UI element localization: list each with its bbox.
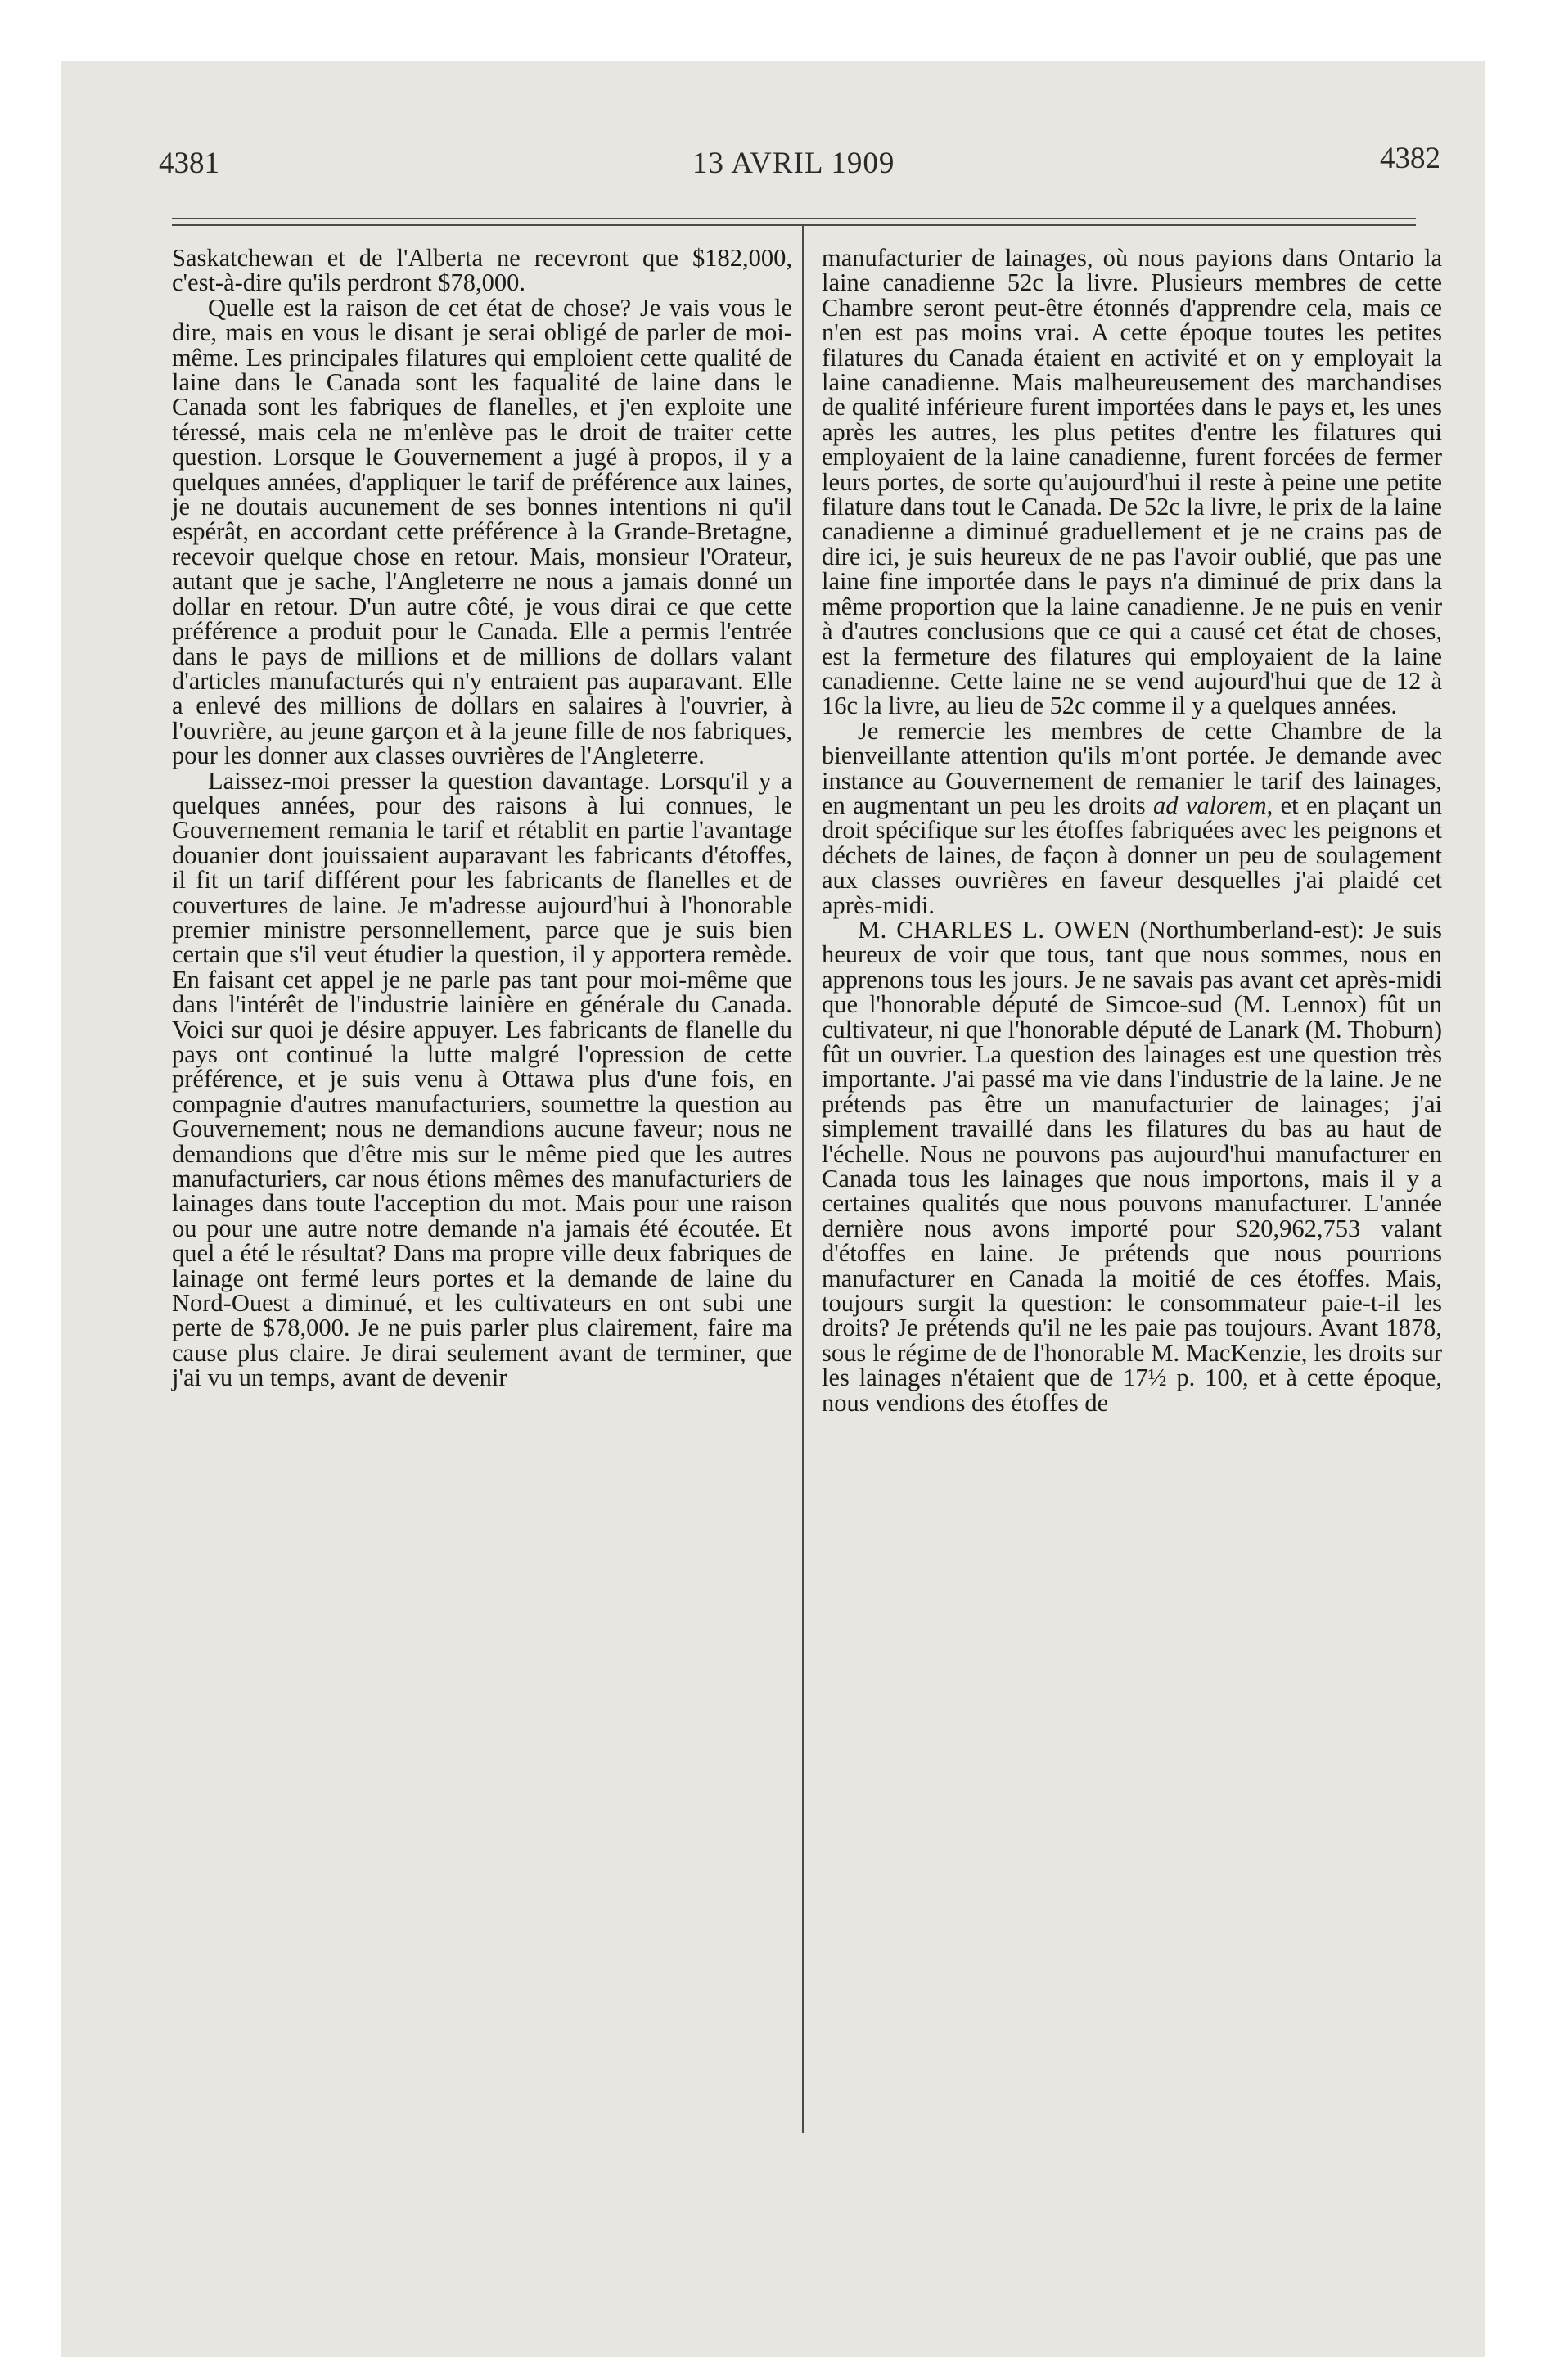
column-divider	[802, 226, 804, 2133]
speech-text: (Northumberland-est): Je suis heureux de voir que tous, tant que nous sommes, nous en apprenons tous les jours. Je ne savais pas avant cet après-midi que l'honorable député de Simcoe-sud (M. Lennox) fût un cultivateur, ni que l'honorable député de Lanark (M. Thoburn) fût un ouvrier. La question des lainages est une question très importante. J'ai passé ma vie dans l'industrie de la laine. Je ne prétends pas être un manufacturier de lainages; j'ai simplement travaillé dans les filatures du bas au haut de l'échelle. Nous ne pouvons pas aujourd'hui manufacturer en Canada tous les lainages que nous importons, mais il y a certaines qualités que nous pouvons manufacturer. L'année dernière nous avons importé pour $20,962,753 valant d'étoffes en laine. Je prétends que nous pourrions manufacturer en Canada la moitié de ces étoffes. Mais, toujours surgit la question: le consommateur paie-t-il les droits? Je prétends qu'il ne les paie pas toujours. Avant 1878, sous le régime de de l'honorable M. MacKenzie, les droits sur les lainages n'étaient que de 17½ p. 100, et à cette époque, nous vendions des étoffes de	[822, 915, 1442, 1417]
right-paragraph-3	[822, 917, 1442, 1415]
header-rule-bottom	[172, 224, 1416, 226]
page-number-left: 4381	[159, 146, 219, 180]
right-column	[822, 246, 1442, 1415]
left-paragraph-2: Quelle est la raison de cet état de chose? Je vais vous le dire, mais en vous le disant je serai obligé de parler de moi-même. Les principales filatures qui emploient cette qualité de laine dans le Canada sont les faqualité de laine dans le Canada sont les fabriques de flanelles, et j'en exploite une téressé, mais cela ne m'enlève pas le droit de traiter cette question. Lorsque le Gouvernement a jugé à propos, il y a quelques années, d'appliquer le tarif de préférence aux laines, je ne doutais aucunement de ses bonnes intentions ni qu'il espérât, en accordant cette préférence à la Grande-Bretagne, recevoir quelque chose en retour. Mais, monsieur l'Orateur, autant que je sache, l'Angleterre ne nous a jamais donné un dollar en retour. D'un autre côté, je vous dirai ce que cette préférence a produit pour le Canada. Elle a permis l'entrée dans le pays de millions et de millions de dollars valant d'articles manufacturés qui n'y entraient pas auparavant. Elle a enlevé des millions de dollars en salaires à l'ouvrier, à l'ouvrière, au jeune garçon et à la jeune fille de nos fabriques, pour les donner aux classes ouvrières de l'Angleterre.	[172, 293, 792, 770]
speaker-name: M. CHARLES L. OWEN	[858, 915, 1131, 944]
page-header	[159, 142, 1440, 195]
right-paragraph-2-text-a: Je remercie les membres de cette Chambre de la bienveillante attention qu'ils m'ont portée. Je demande avec instance au Gouvernement de remanier le tarif des lainages, en augmentant un peu les droits	[822, 716, 1442, 819]
left-paragraph-1: Saskatchewan et de l'Alberta ne recevront que $182,000, c'est-à-dire qu'ils perdront $78,000.	[172, 244, 792, 297]
latin-phrase: ad valorem	[1153, 791, 1267, 819]
right-paragraph-2	[822, 716, 1442, 919]
left-paragraph-3: Laissez-moi presser la question davantage. Lorsqu'il y a quelques années, pour des raisons à lui connues, le Gouvernement remania le tarif et rétablit en partie l'avantage douanier dont jouissaient auparavant les fabricants d'étoffes, il fit un tarif différent pour les fabricants de flanelles et de couvertures de laine. Je m'adresse aujourd'hui à l'honorable premier ministre personnellement, parce que je suis bien certain que s'il veut étudier la question, il y apportera remède. En faisant cet appel je ne parle pas tant pour moi-même que dans l'intérêt de l'industrie lainière en générale du Canada. Voici sur quoi je désire appuyer. Les fabricants de flanelle du pays ont continué la lutte malgré l'opression de cette préférence, et je suis venu à Ottawa plus d'une fois, en compagnie d'autres manufacturiers, soumettre la question au Gouvernement; nous ne demandions aucune faveur; nous ne demandions que d'être mis sur le même pied que les autres manufacturiers, car nous étions mêmes des manufacturiers de lainages dans toute l'acception du mot. Mais pour une raison ou pour une autre notre demande n'a jamais été écoutée. Et quel a été le résultat? Dans ma propre ville deux fabriques de lainage ont fermé leurs portes et la demande de laine du Nord-Ouest a diminué, et les cultivateurs en ont subi une perte de $78,000. Je ne puis parler plus clairement, faire ma cause plus claire. Je dirai seulement avant de terminer, que j'ai vu un temps, avant de devenir	[172, 766, 792, 1392]
page-number-right: 4382	[1380, 142, 1440, 175]
left-column	[172, 246, 792, 1391]
right-paragraph-1: manufacturier de lainages, où nous payions dans Ontario la laine canadienne 52c la livre. Plusieurs membres de cette Chambre seront peut-être étonnés d'apprendre cela, mais ce n'en est pas moins vrai. A cette époque toutes les petites filatures du Canada étaient en activité et on y employait la laine canadienne. Mais malheureusement des marchandises de qualité inférieure furent importées dans le pays et, les unes après les autres, les plus petites d'entre les filatures qui employaient de la laine canadienne, furent forcées de fermer leurs portes, de sorte qu'aujourd'hui il reste à peine une petite filature dans tout le Canada. De 52c la livre, le prix de la laine canadienne a diminué graduellement et je ne crains pas de dire ici, je suis heureux de ne pas l'avoir oublié, que pas une laine fine importée dans le pays n'a diminué de prix dans la même proportion que la laine canadienne. Je ne puis en venir à d'autres conclusions que ce qui a causé cet état de choses, est la fermeture des filatures qui employaient de la laine canadienne. Cette laine ne se vend aujourd'hui que de 12 à 16c la livre, au lieu de 52c comme il y a quelques années.	[822, 244, 1442, 720]
page-date: 13 AVRIL 1909	[692, 146, 895, 180]
right-paragraph-2-text-b: , et en plaçant un droit spécifique sur les étoffes fabriquées avec les peignons et déchets de laines, de façon à donner un peu de soulagement aux classes ouvrières en faveur desquelles j'ai plaidé cet après-midi.	[822, 791, 1442, 919]
header-rule-top	[172, 218, 1416, 219]
